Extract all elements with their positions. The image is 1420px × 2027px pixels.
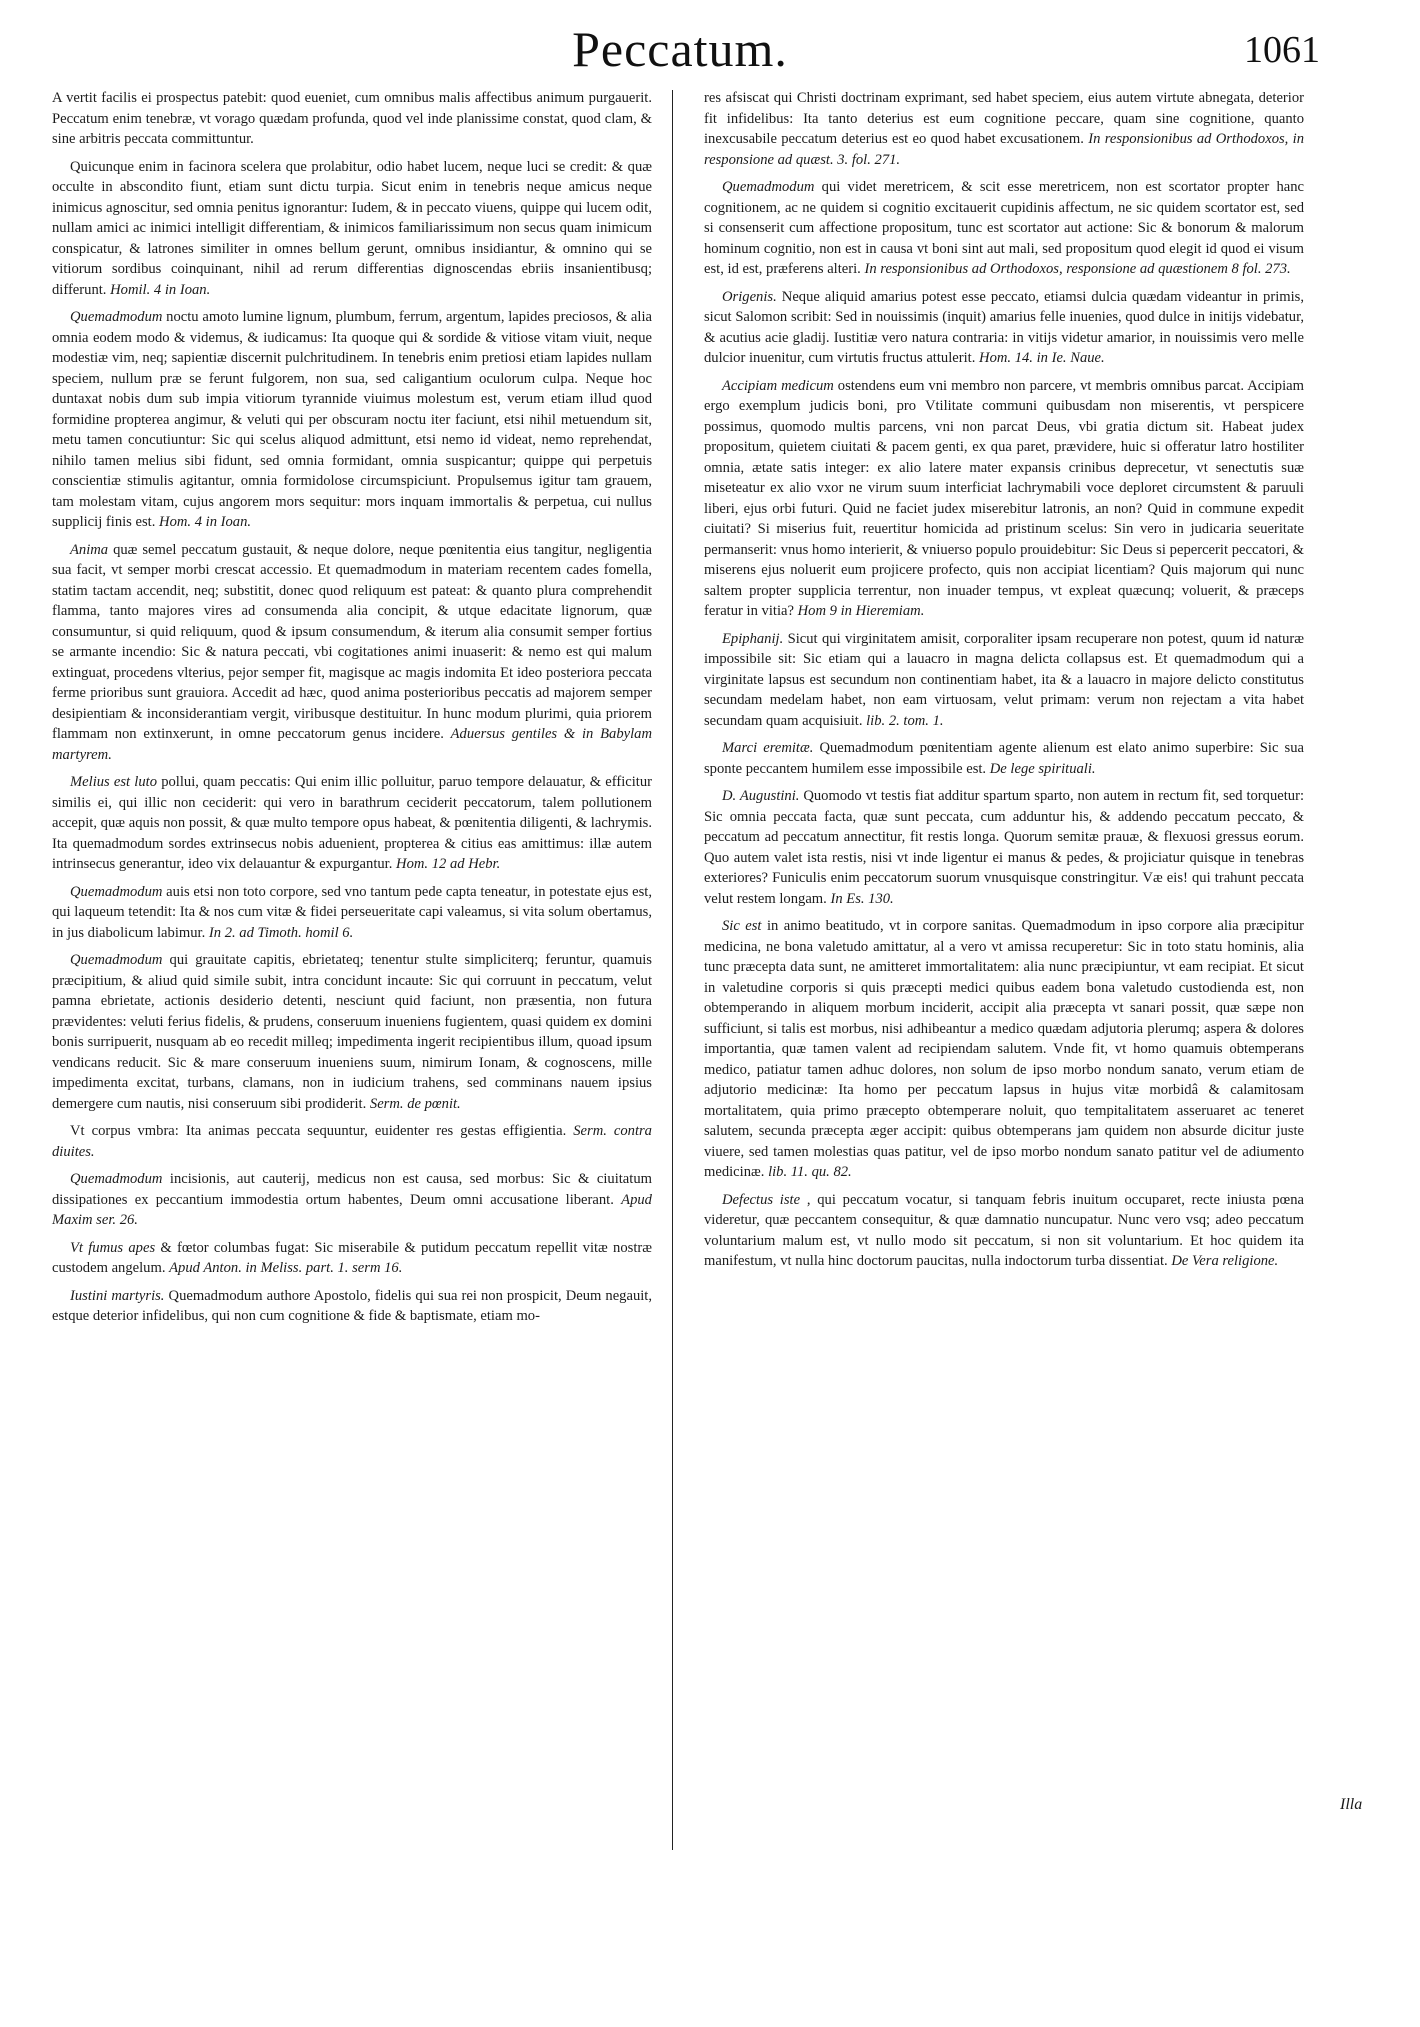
paragraph (704, 376, 1304, 622)
citation: Serm. de pœnit. (369, 1095, 461, 1112)
citation: Hom. 14. in Ie. Naue. (979, 350, 1105, 366)
paragraph-lead: Quemadmodum (70, 309, 163, 325)
citation: De lege spirituali. (989, 760, 1096, 777)
citation: In 2. ad Timoth. homil 6. (208, 924, 354, 941)
paragraph (704, 177, 1304, 280)
paragraph-lead: Iustini martyris. (70, 1287, 165, 1304)
paragraph (52, 157, 652, 301)
paragraph-text: Quomodo vt testis fiat additur spartum sparto, non autem in rectum fit, sed torquetur: Sic omnia peccata facta, quæ sunt peccata, cum adduntur his, & addendo peccatum peccato, & peccatum ad peccatum annectitur, fit restis longa. Quorum semitæ prauæ, & flexuosi gressus eorum. Quo autem valet ista restis, nisi vt inde ligentur ei manus & pedes, & projiciatur quisque in tenebras exteriores? Funiculis enim peccatorum suorum vnusquisque constringitur. Væ eis! qui trahunt peccata velut restem longam. (704, 788, 1304, 907)
paragraph (704, 629, 1304, 732)
citation: Homil. 4 in Ioan. (110, 281, 211, 298)
citation: In responsionibus ad Orthodoxos, in responsione ad quæst. 3. fol. 271. (704, 131, 1304, 168)
paragraph-text: Sicut qui virginitatem amisit, corporaliter ipsam recuperare non potest, quum id naturæ impossibile sit: Sic etiam qui a lauacro in magna delicta collapsus est. Et quemadmodum qui a virginitate lapsus est secundum non continentiam habet, ita & a lauacro in majore delicto constitutus secundam medelam habet, non eam virtuosam, velut primam: verum non rejectam a vita habet secundam quam acquisiuit. (704, 630, 1304, 729)
paragraph-text: Quemadmodum authore Apostolo, fidelis qui sua rei non prospicit, Deum negauit, estque deterior infidelibus, qui non cum cognitione & fide & baptismate, etiam mo- (52, 1287, 653, 1324)
paragraph-text: in animo beatitudo, vt in corpore sanitas. Quemadmodum in ipso corpore alia præcipitur medicina, ne bona valetudo amittatur, al a vero vt amissa recuperetur: Sic in toto statu hominis, alia tunc præcepta data sunt, ne amitteret immortalitatem: alia nunc præcipiuntur, vt eam recipiat. Et sicut in valetudine corporis si quis præcepti medici quibus eadem bona valetudo custodienda est, non obtemperando in aliquem morbum inciderit, accipit alia præcepta vt sanari possit, quæ sæpe non sufficiunt, si talis est morbus, nisi adhibeantur a medico quædam adjutoria plerumq; aspera & dolores importantia, quæ tamen valent ad recipiendam salutem. Vnde fit, vt homo quamuis obtemperans medico, patiatur tamen adhuc dolores, non solum de ipso morbo nondum sanato, verum etiam de adjutorio medicinæ: Ita homo per peccatum lapsus in hujus vitæ morbidâ & calamitosam mortalitatem, quia primo præcepto obtemperare noluit, quo tempitalitatem asseruaret ac teneret salutem, secunda præcepta æger accipit: quibus obtemperans jam quidem non absurde dicitur juste viuere, sed tamen molestias quas patitur, vel de ipso morbo nondum sanato patitur vel de adiumento medicinæ. (704, 918, 1304, 1180)
paragraph-lead: Quemadmodum (70, 1171, 163, 1187)
citation: Hom 9 in Hieremiam. (797, 603, 925, 619)
paragraph-text: noctu amoto lumine lignum, plumbum, ferrum, argentum, lapides preciosos, & alia omnia eodem modo & videmus, & iudicamus: Ita quoque qui & sordide & vitiose vitam viuit, neque modestiæ vim, neq; sapientiæ discernit pulchritudinem. In tenebris enim pretiosi etiam lapides nullam speciem, nullum præ se ferunt fulgorem, non sua, sed caligantium oculorum culpa. Neque hoc duntaxat nobis dum sub impia vitiorum tyrannide viuimus molestum est, verum etiam illud quod formidine propterea angimur, & veluti qui per obscuram noctu iter faciunt, etsi nihil metuendum sit, metu tamen concutiuntur: Sic qui scelus aliquod admittunt, etsi nemo id videat, nemo reprehendat, nihilo tamen melius sibi fidunt, sed omnia formidant, omnia suspicantur; quippe qui perpetuis conscientiæ stimulis agitantur, omnia formidolose circumspiciunt. Propulsemus igitur tam grauem, tam molestam vitam, cujus angorem mors sequitur: mors inquam immortalis & perpetua, cui nullus supplicij finis est. (52, 309, 652, 530)
citation: lib. 2. tom. 1. (866, 712, 944, 729)
paragraph-lead: Vt fumus apes (70, 1239, 156, 1256)
paragraph-lead: D. Augustini. (722, 788, 800, 804)
paragraph-lead: Defectus iste (722, 1191, 801, 1208)
citation: Hom. 4 in Ioan. (159, 514, 252, 530)
paragraph-text: qui grauitate capitis, ebrietateq; tenentur stulte simpliciterq; feruntur, quamuis præcipitium, & aliud quid simile subit, intra concidunt incaute: Sic qui corruunt in peccatum, velut pamna ebrietate, actionis desiderio detenti, nesciunt quid faciunt, non præsentia, non futura prævidentes: veluti ferius fidelis, & prudens, conseruum inueniens fugientem, quasi quidem ex domini bonis surripuerit, nusquam ab eo recedit milleq; impedimenta ingerit recipientibus illum, quoad ipsum vendicans reducit. Sic & mare conseruum inueniens suum, nimirum Ionam, & cognoscens, mille impedimenta excitat, turbans, clamans, non in iudicium trahens, sed comminans nauem ipsius demergere cum nautis, nisi conseruum sibi prodiderit. (52, 952, 652, 1112)
paragraph (704, 916, 1304, 1183)
paragraph (52, 1169, 652, 1231)
paragraph-text: auis etsi non toto corpore, sed vno tantum pede capta teneatur, in potestate ejus est, qui laqueum tetendit: Ita & nos cum vitæ & fidei perseueritate capi valeamus, si vita solum obertamus, in jus diabolicum labimur. (52, 883, 652, 941)
paragraph-text: A vertit facilis ei prospectus patebit: quod eueniet, cum omnibus malis affectibus animum purgauerit. Peccatum enim tenebræ, vt vorago quædam profunda, quod vel inde planissime constat, quod clam, & sine arbitris peccata committuntur. (52, 90, 652, 147)
paragraph-text: ostendens eum vni membro non parcere, vt membris omnibus parcat. Accipiam ergo exemplum judicis boni, pro Vtilitate communi quibusdam non miserentis, vt perspicere possimus, quomodo multis parcens, vni non parcat Deus, vbi gratia dictum sit. Habeat judex propositum, quietem ciuitati & pacem genti, ex qua paret, prævidere, huic si offeratur latro hostiliter omnia, ætate satis integer: ex alio latere mater expansis crinibus deprecetur, vt senectutis suæ miseteatur ex alio vxor ne virum suum interficiat lachrymabili voce deploret circumstent & paruuli liberi, ejus orbi futuri. Quid ne faciet judex miserebitur latronis, an non? Quid in commune expedit ciuitati? Si miserius fuit, reuertitur homicida ad pristinum scelus: Sin vero in judicaria seueritate permanserit: vnus homo interierit, & vniuerso populo prouidebitur: Sic Deus si pepercerit peccatori, & miserens ejus noluerit eum projicere profecto, quis non accipiat licentiam? Quis majorum qui nunc saltem propter supplicia terrentur, non inuader tempus, vt expleat quæcunq; voluerit, & præceps feratur in vitia? (704, 377, 1304, 619)
paragraph-lead: Anima (70, 541, 109, 558)
citation: In Es. 130. (830, 890, 894, 907)
paragraph-lead: Origenis. (722, 288, 777, 305)
paragraph-text: res afsiscat qui Christi doctrinam exprimant, sed habet speciem, eius autem virtute abnegata, deterior fit infidelibus: Ita tanto deterius est eum cognitione peccare, quam sine cognitione, quanto inexcusabile peccatum deterius est eo quod habet excusationem. (704, 90, 1304, 147)
catchword: Illa (1340, 1796, 1363, 1813)
paragraph-text: incisionis, aut cauterij, medicus non est causa, sed morbus: Sic & ciuitatum dissipationes ex peccantium immodestia ortum habentes, Deum omni accusatione liberant. (52, 1171, 652, 1208)
paragraph (52, 1121, 652, 1162)
paragraph-lead: Melius est luto (70, 774, 158, 790)
citation: Aduersus gentiles & in Babylam martyrem. (52, 726, 652, 763)
paragraph-text: Neque aliquid amarius potest esse peccato, etiamsi dulcia quædam videantur in primis, sicut Salomon scribit: Sed in nouissimis (inquit) amarius felle inuenies, quod dulce in initijs videbatur, & acutius acie gladij. Iustitiæ vero natura contraria: in vitijs videtur amarior, in nouissimis vero melle dulcior inuenitur, cum virtutis fructus attulerit. (704, 288, 1305, 366)
paragraph (52, 882, 652, 944)
paragraph-lead: Quemadmodum (722, 179, 815, 195)
paragraph (52, 540, 652, 766)
page-number: 1061 (1244, 29, 1320, 71)
paragraph-text: pollui, quam peccatis: Qui enim illic polluitur, paruo tempore delauatur, & efficitur similis ei, qui illic non ceciderit: qui vero in barathrum ceciderit peccatorum, talem pollutionem accepit, quæ aquis non possit, & quæ multo tempore opus habeat, & pœnitentia diligenti, & lachrymis. Ita quemadmodum sordes extrinsecus nobis aduenient, propterea & citius eas amittimus: illæ autem intrinsecus generantur, ideo vix delauantur & expurgantur. (52, 774, 652, 872)
paragraph-text: Vt corpus vmbra: Ita animas peccata sequuntur, euidenter res gestas effigientia. (70, 1123, 567, 1139)
paragraph (52, 307, 652, 533)
column-divider (672, 90, 673, 1850)
citation: lib. 11. qu. 82. (768, 1164, 852, 1180)
paragraph (704, 786, 1304, 909)
paragraph (52, 1286, 652, 1327)
paragraph-lead: Quemadmodum (70, 952, 163, 968)
paragraph-text: Quicunque enim in facinora scelera que prolabitur, odio habet lucem, neque luci se credit: & quæ occulte in abscondito fiunt, etiam sunt dictu turpia. Sicut enim in tenebris neque amicus neque inimicus agnoscitur, sed omnia penitus ignorantur: Iudem, & in peccato viuens, quippe qui lucem odit, nullam amici ac inimici intelligit differentiam, & inimicos familiarissimum non secus quam inimicum conspicatur, & latrones similiter in omnes bellum gerunt, omnibus insidiantur, & omnino qui se vitiorum sordibus coinquinant, nihil ad rerum differentias dignoscendas ebriis insanientibusq; differunt. (52, 158, 652, 298)
citation: Apud Anton. in Meliss. part. 1. serm 16. (169, 1260, 403, 1276)
paragraph-text: quæ semel peccatum gustauit, & neque dolore, neque pœnitentia eius tangitur, negligentia sua facit, vt semper morbi crescat accessio. Et quemadmodum in materiam recentem cades fomella, statim tactam accendit, neq; substitit, donec quod reliquum est pateat: & quanto plura comprehendit flamma, tanto majores vires ad consumenda alia concipit, & utque edacitate lignorum, quæ consumuntur, si quid reliquum, quod & ipsum consumendum, & iterum alia consumit semper fortius se armante incendio: Sic & natura peccati, vbi cogitationes animi inuaserit: & nemo est qui malum extinguat, procedens vlterius, pejor semper fit, magisque ac magis indomita Et ideo posteriora peccata ferme prioribus sunt grauiora. Accedit ad hæc, quod anima posterioribus peccatis ad majorem semper desipientiam & inconsiderantiam vergit, viribusque destituitur. In hunc modum plurimi, quia priorem flammam non extinxerunt, in omne peccatorum genus incidere. (52, 541, 652, 742)
right-column (704, 88, 1304, 1279)
paragraph-text: Quemadmodum pœnitentiam agente alienum est elato animo superbire: Sic sua sponte peccantem humilem esse impossibile est. (704, 740, 1304, 777)
paragraph (52, 88, 652, 150)
paragraph-lead: Marci eremitæ. (722, 740, 814, 756)
paragraph (704, 1190, 1304, 1272)
paragraph-text: , qui peccatum vocatur, si tanquam febris inuitum occuparet, recte iniusta pœna videretur, quæ peccantem consequitur, & quæ damnatio nuncupatur. Nunc vero vsq; adeo peccatum voluntarium malum est, vt nullo modo sit peccatum, si non sit voluntarium. Et hoc quidem ita manifestum, vt nulla hinc doctorum paucitas, nulla indoctorum turba dissentiat. (704, 1191, 1304, 1269)
citation: Serm. contra diuites. (52, 1123, 652, 1160)
paragraph-lead: Sic est (722, 918, 762, 934)
citation: Apud Maxim ser. 26. (52, 1191, 652, 1228)
paragraph-text: qui videt meretricem, & scit esse meretricem, non est scortator propter hanc cognitionem, ac ne quidem si cognitio excitauerit cupidinis affectum, ne sic quidem scortator est, sed si consenserit cum affectione propositum, tunc est scortator aut actione: Sic & bonorum & malorum hominum cognitio, non est in causa vt boni sint aut mali, sed propositum quod elegit id quod ei visum est, id est, præferens alteri. (704, 179, 1304, 277)
paragraph (704, 88, 1304, 170)
citation: De Vera religione. (1171, 1253, 1279, 1269)
left-column (52, 88, 652, 1334)
running-title: Peccatum. (572, 21, 788, 77)
paragraph (704, 287, 1304, 369)
citation: Hom. 12 ad Hebr. (396, 856, 501, 872)
citation: In responsionibus ad Orthodoxos, responsione ad quæstionem 8 fol. 273. (864, 261, 1291, 277)
paragraph-lead: Accipiam medicum (722, 377, 834, 394)
paragraph-lead: Epiphanij. (722, 630, 784, 647)
paragraph (52, 772, 652, 875)
paragraph-lead: Quemadmodum (70, 883, 163, 900)
paragraph (52, 950, 652, 1114)
paragraph (52, 1238, 652, 1279)
paragraph (704, 738, 1304, 779)
paragraph-text: & fœtor columbas fugat: Sic miserabile & putidum peccatum repellit vitæ nostræ custodem angelum. (52, 1239, 652, 1276)
